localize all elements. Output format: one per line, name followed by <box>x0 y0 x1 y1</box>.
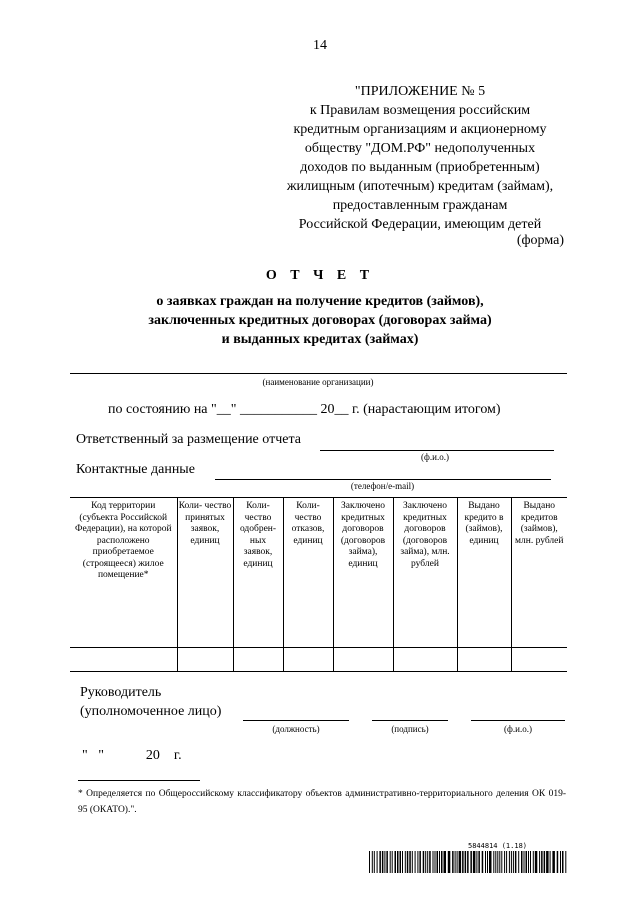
barcode-bar <box>528 851 529 873</box>
col-header-issued-amount: Выдано кредитов (займов), млн. рублей <box>511 498 567 648</box>
col-header-issued-count: Выдано кредито в (займов), единиц <box>457 498 511 648</box>
table-cell[interactable] <box>70 648 177 672</box>
report-subtitle <box>0 292 640 349</box>
contacts-line <box>215 479 551 480</box>
barcode-bar <box>482 851 484 873</box>
date-line: " " 20 г. <box>82 748 182 763</box>
barcode-bar <box>485 851 486 873</box>
as-of-date-line: по состоянию на "__" ___________ 20__ г. (нарастающим итогом) <box>108 402 501 417</box>
barcode-bar <box>369 851 370 873</box>
head-label-line: (уполномоченное лицо) <box>80 704 222 719</box>
barcode-bar <box>441 851 443 873</box>
table-cell[interactable] <box>393 648 457 672</box>
annex-line: доходов по выданным (приобретенным) <box>300 160 540 175</box>
annex-line: к Правилам возмещения российским <box>309 103 531 118</box>
org-name-line <box>70 373 567 374</box>
barcode-bar <box>392 851 393 873</box>
signature-fio-caption: (ф.и.о.) <box>504 724 532 734</box>
barcode-bar <box>435 851 436 873</box>
barcode-bar <box>535 851 538 873</box>
table-cell[interactable] <box>283 648 333 672</box>
position-caption: (должность) <box>272 724 320 734</box>
barcode-bar <box>382 851 384 873</box>
org-name-caption: (наименование организации) <box>262 377 374 387</box>
barcode-number: 5844814 (1.18) <box>468 842 528 850</box>
barcode-icon <box>369 851 569 873</box>
barcode-bar <box>539 851 540 873</box>
barcode-bar <box>439 851 440 873</box>
barcode-bar <box>395 851 397 873</box>
barcode-bar <box>459 851 462 873</box>
footnote: * Определяется по Общероссийскому классификатору объектов административно-территориального деления ОК 019-95 (ОКАТО).". <box>78 789 566 815</box>
barcode-bar <box>407 851 409 873</box>
phone-caption: (телефон/e-mail) <box>350 481 415 491</box>
barcode-bar <box>546 851 549 873</box>
barcode-bar <box>402 851 403 873</box>
subtitle-line: и выданных кредитах (займах) <box>221 332 419 347</box>
barcode-bar <box>427 851 428 873</box>
barcode-bar <box>400 851 402 873</box>
position-line <box>243 720 349 721</box>
annex-block <box>270 82 570 234</box>
col-header-contracts-count: Заключено кредитных договоров (договоров займа), единиц <box>333 498 393 648</box>
responsible-fio-line <box>320 450 554 451</box>
head-label-line: Руководитель <box>80 685 162 700</box>
barcode-bar <box>550 851 551 873</box>
barcode-bar <box>541 851 543 873</box>
form-label: (форма) <box>516 233 564 248</box>
barcode-bar <box>423 851 425 873</box>
barcode-bar <box>476 851 477 873</box>
barcode-bar <box>562 851 564 873</box>
annex-line: предоставленным гражданам <box>332 198 508 213</box>
barcode-bar <box>515 851 517 873</box>
barcode-bar <box>379 851 381 873</box>
barcode-bar <box>499 851 500 873</box>
table-cell[interactable] <box>457 648 511 672</box>
barcode-bar <box>513 851 514 873</box>
barcode-bar <box>530 851 531 873</box>
barcode-bar <box>384 851 385 873</box>
subtitle-line: заключенных кредитных договорах (договорах займа) <box>148 313 492 328</box>
barcode-bar <box>552 851 555 873</box>
table-cell[interactable] <box>233 648 283 672</box>
barcode-bar <box>386 851 388 873</box>
table-cell[interactable] <box>333 648 393 672</box>
barcode-bar <box>495 851 496 873</box>
report-title: О Т Ч Е Т <box>265 268 375 283</box>
barcode-bar <box>467 851 469 873</box>
annex-line: Российской Федерации, имеющим детей <box>298 217 542 232</box>
barcode-bar <box>518 851 519 873</box>
signature-line <box>372 720 448 721</box>
col-header-territory-code: Код территории (субъекта Российской Федерации), на которой расположено приобретаемое (строящееся) жилое помещение* <box>70 498 177 648</box>
footnote-separator <box>78 780 200 781</box>
barcode-bar <box>487 851 488 873</box>
subtitle-line: о заявках граждан на получение кредитов (займов), <box>156 294 484 309</box>
responsible-label: Ответственный за размещение отчета <box>76 432 301 447</box>
barcode-bar <box>465 851 467 873</box>
barcode-bar <box>405 851 406 873</box>
annex-line: "ПРИЛОЖЕНИЕ № 5 <box>354 84 486 99</box>
barcode-bar <box>557 851 559 873</box>
annex-line: кредитным организациям и акционерному <box>293 122 547 137</box>
barcode-bar <box>425 851 426 873</box>
col-header-approved: Коли- чество одобрен- ных заявок, единиц <box>233 498 283 648</box>
annex-line: обществу "ДОМ.РФ" недополученных <box>304 141 536 156</box>
fio-line <box>471 720 565 721</box>
head-label <box>80 683 221 721</box>
barcode-bar <box>565 851 566 873</box>
barcode-bar <box>372 851 373 873</box>
barcode-bar <box>455 851 456 873</box>
barcode-bar <box>419 851 421 873</box>
barcode-bar <box>429 851 431 873</box>
barcode-bar <box>397 851 399 873</box>
barcode-bar <box>417 851 418 873</box>
barcode-bar <box>506 851 507 873</box>
barcode-bar <box>433 851 434 873</box>
contacts-label: Контактные данные <box>76 462 195 477</box>
barcode-bar <box>470 851 472 873</box>
report-table <box>70 497 567 672</box>
barcode-bar <box>493 851 494 873</box>
barcode-bar <box>524 851 525 873</box>
barcode-bar <box>473 851 476 873</box>
annex-line: жилищным (ипотечным) кредитам (займам), <box>286 179 554 194</box>
table-row <box>70 648 567 672</box>
barcode-bar <box>374 851 375 873</box>
barcode-bar <box>415 851 416 873</box>
barcode-bar <box>497 851 498 873</box>
barcode-bar <box>489 851 492 873</box>
col-header-accepted: Коли- чество принятых заявок, единиц <box>177 498 233 648</box>
barcode-bar <box>412 851 413 873</box>
page-number: 14 <box>313 38 327 53</box>
barcode-bar <box>544 851 546 873</box>
barcode-bar <box>444 851 447 873</box>
barcode-bar <box>448 851 451 873</box>
barcode-bar <box>437 851 439 873</box>
barcode-bar <box>390 851 391 873</box>
barcode-bar <box>457 851 458 873</box>
barcode-bar <box>452 851 454 873</box>
col-header-contracts-amount: Заключено кредитных договоров (договоров займа), млн. рублей <box>393 498 457 648</box>
table-cell[interactable] <box>177 648 233 672</box>
table-cell[interactable] <box>511 648 567 672</box>
fio-caption: (ф.и.о.) <box>421 452 449 462</box>
barcode-bar <box>511 851 512 873</box>
barcode-bar <box>533 851 534 873</box>
barcode-bar <box>377 851 378 873</box>
col-header-refusals: Коли- чество отказов, единиц <box>283 498 333 648</box>
barcode-bar <box>462 851 464 873</box>
barcode-bar <box>478 851 480 873</box>
barcode-bar <box>526 851 528 873</box>
table-header-row <box>70 498 567 648</box>
signature-caption: (подпись) <box>391 724 429 734</box>
barcode-bar <box>560 851 561 873</box>
barcode-bar <box>509 851 510 873</box>
barcode-bar <box>504 851 505 873</box>
barcode-bar <box>501 851 502 873</box>
barcode-bar <box>521 851 523 873</box>
barcode-bar <box>409 851 411 873</box>
